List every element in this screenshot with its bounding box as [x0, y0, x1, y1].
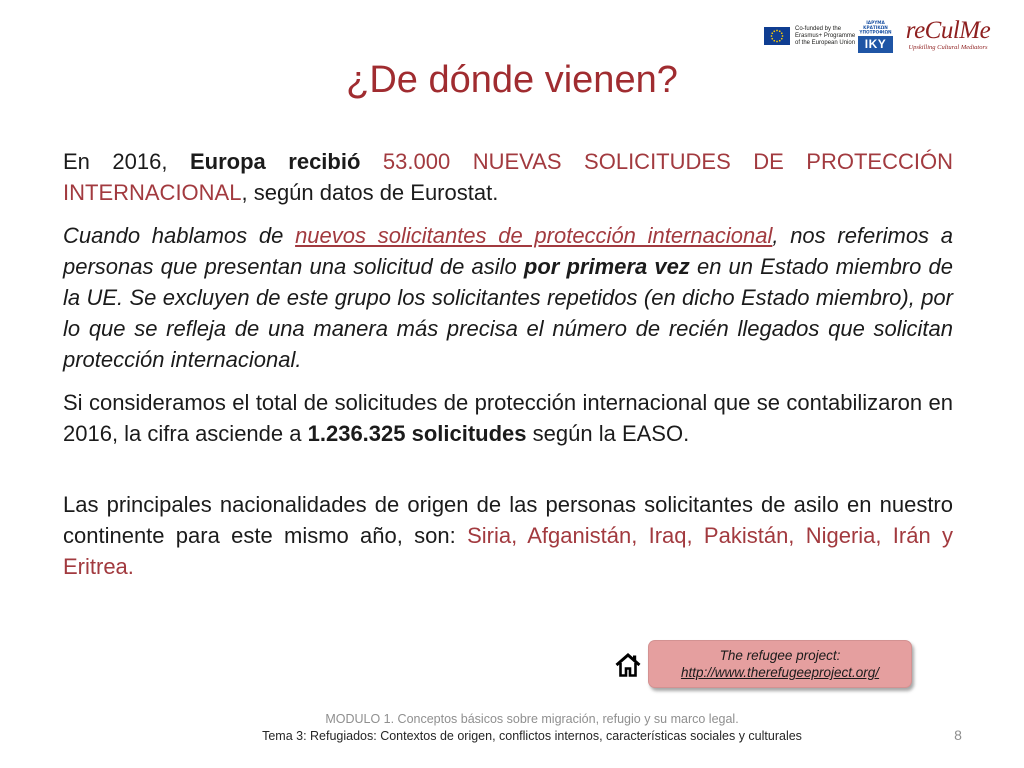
footer-topic-text: Tema 3: Refugiados: Contextos de origen, conflictos internos, características sociales y culturales [262, 729, 802, 743]
footer-module-text: MODULO 1. Conceptos básicos sobre migración, refugio y su marco legal. [325, 712, 739, 726]
eu-text-line: of the European Union [795, 40, 856, 46]
p1-tail: , según datos de Eurostat. [241, 180, 499, 205]
p2-term-new-applicants: nuevos solicitantes de protección internacional [295, 223, 773, 248]
refugee-project-link[interactable]: http://www.therefugeeproject.org/ [680, 665, 880, 680]
eu-flag-icon [764, 27, 790, 45]
slide-title: ¿De dónde vienen? [346, 59, 678, 101]
p3-tail: según la EASO. [532, 421, 690, 446]
p2-emphasis-first-time: por primera vez [523, 254, 690, 279]
reculme-name: reCulMe [905, 17, 991, 44]
page-number: 8 [954, 727, 962, 743]
p1-highlight-new-applications: 53.000 NUEVAS SOLICITUDES DE PROTECCIÓN INTERNACIONAL [63, 149, 953, 205]
iky-greek-line: ΙΔΡΥΜΑ [866, 21, 885, 26]
refugee-project-link-box [648, 640, 912, 688]
iky-greek-line: ΥΠΟΤΡΟΦΙΩΝ [859, 30, 892, 35]
eu-cofunding-logo [764, 26, 856, 48]
p2-intro: Cuando hablamos de [63, 223, 284, 248]
p3-intro: Si consideramos el total de solicitudes de protección internacional que se contabilizaron en 2016, la cifra asciende a [63, 390, 953, 446]
link-box-title: The refugee project: [719, 648, 841, 663]
paragraph-eurostat-2016 [63, 146, 953, 208]
p1-intro: En 2016, [63, 149, 168, 174]
p1-emphasis: Europa recibió [189, 149, 361, 174]
reculme-logo [899, 17, 997, 53]
reculme-tagline: Upskilling Cultural Mediators [908, 44, 988, 51]
p2-tail: en un Estado miembro de la UE. Se excluyen de este grupo los solicitantes repetidos (en dicho Estado miembro), por lo que se refleja de una manera más precisa el número de recién llegados que solicitan protección internacional. [63, 254, 953, 372]
eu-text-line: Co-funded by the [795, 26, 842, 32]
paragraph-new-applicants-definition [63, 220, 953, 375]
p3-emphasis-total: 1.236.325 solicitudes [307, 421, 527, 446]
p4-countries-list: Siria, Afganistán, Iraq, Pakistán, Nigeria, Irán y Eritrea. [63, 523, 953, 579]
p2-middle: , nos referimos a personas que presentan una solicitud de asilo [63, 223, 953, 279]
paragraph-total-applications [63, 387, 953, 449]
slide-footer [40, 711, 1024, 745]
p4-intro: Las principales nacionalidades de origen de las personas solicitantes de asilo en nuestro continente para este mismo año, son: [63, 492, 953, 548]
slide-body [63, 146, 953, 582]
home-icon[interactable] [614, 652, 642, 678]
iky-logo [858, 20, 893, 53]
iky-acronym: IKY [858, 36, 893, 53]
eu-cofunding-text [795, 26, 855, 47]
eu-text-line: Erasmus+ Programme [795, 33, 856, 39]
iky-greek-line: ΚΡΑΤΙΚΩΝ [863, 25, 888, 31]
iky-greek-lettering [858, 20, 893, 35]
paragraph-origin-nationalities [63, 489, 953, 582]
